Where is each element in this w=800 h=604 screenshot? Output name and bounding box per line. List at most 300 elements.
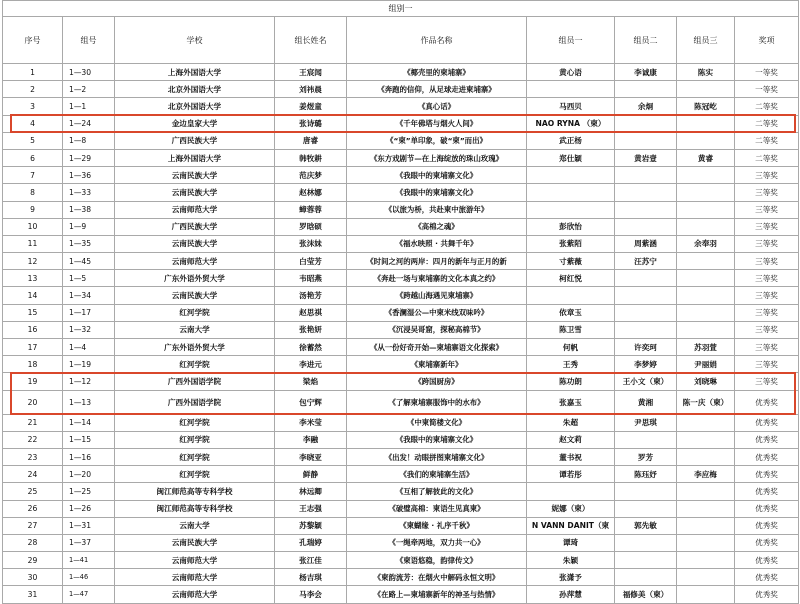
- work-title: 《奔赴一场与柬埔寨的文化本真之约》: [347, 270, 527, 287]
- row-number: 20: [3, 390, 63, 414]
- table-row: [3, 339, 799, 356]
- award-level: 二等奖: [735, 132, 799, 149]
- member-three: [677, 132, 735, 149]
- member-one: 彭欣怡: [527, 218, 615, 235]
- row-number: 3: [3, 98, 63, 115]
- member-two: 周紫涵: [615, 235, 677, 252]
- row-number: 10: [3, 218, 63, 235]
- member-three: [677, 253, 735, 270]
- group-number: 1—8: [63, 132, 115, 149]
- table-row: [3, 517, 799, 534]
- work-title: 《我眼中的柬埔寨文化》: [347, 431, 527, 448]
- member-one: 董书祝: [527, 448, 615, 465]
- work-title: 《了解柬埔寨服饰中的水布》: [347, 390, 527, 414]
- column-header: 组长姓名: [275, 17, 347, 64]
- group-number: 1—14: [63, 414, 115, 431]
- group-number: 1—1: [63, 98, 115, 115]
- group-number: 1—30: [63, 64, 115, 81]
- school-name: 上海外国语大学: [115, 64, 275, 81]
- leader-name: 赵林娜: [275, 184, 347, 201]
- row-number: 11: [3, 235, 63, 252]
- group-number: 1—32: [63, 321, 115, 338]
- member-one: [527, 184, 615, 201]
- table-row: [3, 534, 799, 551]
- award-level: 优秀奖: [735, 431, 799, 448]
- leader-name: 李晓亚: [275, 448, 347, 465]
- group-number: 1—16: [63, 448, 115, 465]
- member-two: [615, 167, 677, 184]
- leader-name: 孔瑞婷: [275, 534, 347, 551]
- leader-name: 张诗璐: [275, 115, 347, 132]
- school-name: 云南大学: [115, 321, 275, 338]
- work-title: 《东方戏剧节—在上海绽放的珠山玫瑰》: [347, 149, 527, 166]
- award-level: 优秀奖: [735, 534, 799, 551]
- leader-name: 马李会: [275, 586, 347, 603]
- row-number: 15: [3, 304, 63, 321]
- member-three: 刘晓琳: [677, 373, 735, 390]
- table-row: [3, 390, 799, 414]
- row-number: 5: [3, 132, 63, 149]
- award-level: 二等奖: [735, 149, 799, 166]
- school-name: 红河学院: [115, 466, 275, 483]
- school-name: 红河学院: [115, 414, 275, 431]
- member-two: 罗芳: [615, 448, 677, 465]
- award-level: 二等奖: [735, 115, 799, 132]
- school-name: 红河学院: [115, 304, 275, 321]
- group-number: 1—2: [63, 81, 115, 98]
- school-name: 广东外语外贸大学: [115, 339, 275, 356]
- member-one: 陈卫雪: [527, 321, 615, 338]
- award-level: 优秀奖: [735, 552, 799, 569]
- work-title: 《出发！动眼拼图柬埔寨文化》: [347, 448, 527, 465]
- award-level: 三等奖: [735, 201, 799, 218]
- member-three: [677, 534, 735, 551]
- member-three: 陈冠屹: [677, 98, 735, 115]
- member-one: 马西贝: [527, 98, 615, 115]
- work-title: 《高棉之魂》: [347, 218, 527, 235]
- leader-name: 王志强: [275, 500, 347, 517]
- group-number: 1—37: [63, 534, 115, 551]
- group-number: 1—19: [63, 356, 115, 373]
- column-header: 组员三: [677, 17, 735, 64]
- group-number: 1—47: [63, 586, 115, 603]
- row-number: 21: [3, 414, 63, 431]
- table-row: [3, 253, 799, 270]
- row-number: 22: [3, 431, 63, 448]
- table-row: [3, 81, 799, 98]
- member-three: [677, 81, 735, 98]
- row-number: 16: [3, 321, 63, 338]
- column-header: 组员二: [615, 17, 677, 64]
- member-two: 黄湘: [615, 390, 677, 414]
- leader-name: 张江佳: [275, 552, 347, 569]
- member-one: 何帆: [527, 339, 615, 356]
- member-two: [615, 115, 677, 132]
- member-one: [527, 287, 615, 304]
- group-number: 1—24: [63, 115, 115, 132]
- group-number: 1—25: [63, 483, 115, 500]
- award-level: 优秀奖: [735, 500, 799, 517]
- group-title: 组别一: [3, 1, 799, 17]
- table-row: [3, 270, 799, 287]
- member-two: 福修美（柬）: [615, 586, 677, 603]
- school-name: 闽江师范高等专科学校: [115, 483, 275, 500]
- row-number: 14: [3, 287, 63, 304]
- award-level: 三等奖: [735, 339, 799, 356]
- member-three: [677, 167, 735, 184]
- work-title: 《跨越山海遇见柬埔寨》: [347, 287, 527, 304]
- leader-name: 包宁辉: [275, 390, 347, 414]
- group-number: 1—12: [63, 373, 115, 390]
- member-two: 陈珏妤: [615, 466, 677, 483]
- leader-name: 林远卿: [275, 483, 347, 500]
- school-name: 上海外国语大学: [115, 149, 275, 166]
- row-number: 19: [3, 373, 63, 390]
- award-level: 一等奖: [735, 81, 799, 98]
- award-level: 优秀奖: [735, 414, 799, 431]
- group-number: 1—5: [63, 270, 115, 287]
- member-three: [677, 431, 735, 448]
- award-level: 优秀奖: [735, 569, 799, 586]
- member-one: NAO RYNA （柬）: [527, 115, 615, 132]
- member-two: 余炯: [615, 98, 677, 115]
- school-name: 云南师范大学: [115, 569, 275, 586]
- table-row: [3, 304, 799, 321]
- table-row: [3, 167, 799, 184]
- member-two: [615, 184, 677, 201]
- table-row: [3, 356, 799, 373]
- award-level: 三等奖: [735, 235, 799, 252]
- row-number: 28: [3, 534, 63, 551]
- column-header: 组号: [63, 17, 115, 64]
- member-three: 苏羽萱: [677, 339, 735, 356]
- member-three: [677, 115, 735, 132]
- leader-name: 唐睿: [275, 132, 347, 149]
- member-three: [677, 287, 735, 304]
- row-number: 13: [3, 270, 63, 287]
- member-one: 柯红悦: [527, 270, 615, 287]
- member-one: 依章玉: [527, 304, 615, 321]
- member-three: [677, 448, 735, 465]
- work-title: 《沉浸吴哥窟，探秘高棉节》: [347, 321, 527, 338]
- table-row: [3, 373, 799, 390]
- leader-name: 姜煜童: [275, 98, 347, 115]
- group-number: 1—33: [63, 184, 115, 201]
- member-one: [527, 81, 615, 98]
- work-title: 《跨国厨房》: [347, 373, 527, 390]
- work-title: 《我们的柬埔寨生活》: [347, 466, 527, 483]
- group-number: 1—46: [63, 569, 115, 586]
- row-number: 4: [3, 115, 63, 132]
- school-name: 北京外国语大学: [115, 98, 275, 115]
- work-title: 《我眼中的柬埔寨文化》: [347, 167, 527, 184]
- table-row: [3, 466, 799, 483]
- member-two: [615, 569, 677, 586]
- member-three: [677, 321, 735, 338]
- work-title: 《奔跑的信仰，从足球走进柬埔寨》: [347, 81, 527, 98]
- work-title: 《柬语悠稳，韵律传文》: [347, 552, 527, 569]
- school-name: 云南民族大学: [115, 287, 275, 304]
- member-three: [677, 569, 735, 586]
- award-level: 三等奖: [735, 304, 799, 321]
- row-number: 27: [3, 517, 63, 534]
- leader-name: 刘祎晨: [275, 81, 347, 98]
- leader-name: 苏黎颖: [275, 517, 347, 534]
- school-name: 云南民族大学: [115, 167, 275, 184]
- award-level: 三等奖: [735, 218, 799, 235]
- column-header: 组员一: [527, 17, 615, 64]
- school-name: 红河学院: [115, 356, 275, 373]
- award-level: 三等奖: [735, 253, 799, 270]
- leader-name: 罗晗硕: [275, 218, 347, 235]
- member-one: 武正杨: [527, 132, 615, 149]
- work-title: 《椰壳里的柬埔寨》: [347, 64, 527, 81]
- member-three: [677, 218, 735, 235]
- group-number: 1—35: [63, 235, 115, 252]
- school-name: 红河学院: [115, 448, 275, 465]
- member-two: [615, 132, 677, 149]
- award-level: 三等奖: [735, 321, 799, 338]
- award-level: 三等奖: [735, 287, 799, 304]
- leader-name: 李米莹: [275, 414, 347, 431]
- table-row: [3, 98, 799, 115]
- member-one: [527, 483, 615, 500]
- award-table: [2, 0, 799, 604]
- member-three: [677, 270, 735, 287]
- row-number: 9: [3, 201, 63, 218]
- school-name: 云南师范大学: [115, 586, 275, 603]
- member-three: 黄睿: [677, 149, 735, 166]
- school-name: 云南民族大学: [115, 534, 275, 551]
- table-row: [3, 552, 799, 569]
- leader-name: 鲜静: [275, 466, 347, 483]
- member-two: [615, 287, 677, 304]
- member-two: [615, 218, 677, 235]
- member-one: 寸紫薇: [527, 253, 615, 270]
- member-one: N VANN DANIT（柬: [527, 517, 615, 534]
- table-row: [3, 184, 799, 201]
- member-three: 余奉羽: [677, 235, 735, 252]
- table-row: [3, 201, 799, 218]
- work-title: 《互相了解彼此的文化》: [347, 483, 527, 500]
- table-row: [3, 586, 799, 603]
- member-two: 王小文（柬）: [615, 373, 677, 390]
- row-number: 18: [3, 356, 63, 373]
- member-two: [615, 431, 677, 448]
- table-row: [3, 235, 799, 252]
- member-one: [527, 167, 615, 184]
- table-row: [3, 321, 799, 338]
- work-title: 《柬蝴缘 · 礼序千秋》: [347, 517, 527, 534]
- member-two: [615, 304, 677, 321]
- work-title: 《真心话》: [347, 98, 527, 115]
- member-two: 许奕珂: [615, 339, 677, 356]
- work-title: 《从一份好奇开始—柬埔寨语文化探索》: [347, 339, 527, 356]
- group-number: 1—15: [63, 431, 115, 448]
- award-level: 优秀奖: [735, 448, 799, 465]
- member-two: [615, 534, 677, 551]
- school-name: 云南民族大学: [115, 235, 275, 252]
- row-number: 17: [3, 339, 63, 356]
- award-level: 三等奖: [735, 270, 799, 287]
- leader-name: 范庆梦: [275, 167, 347, 184]
- table-row: [3, 431, 799, 448]
- group-number: 1—31: [63, 517, 115, 534]
- work-title: 《柬埔寨新年》: [347, 356, 527, 373]
- work-title: 《“柬”单印象，破“柬”而出》: [347, 132, 527, 149]
- group-number: 1—41: [63, 552, 115, 569]
- member-two: [615, 321, 677, 338]
- school-name: 广西外国语学院: [115, 373, 275, 390]
- group-number: 1—4: [63, 339, 115, 356]
- work-title: 《以旅为桥，共赴柬中旅游年》: [347, 201, 527, 218]
- award-level: 三等奖: [735, 356, 799, 373]
- award-sheet: [2, 0, 798, 604]
- group-number: 1—17: [63, 304, 115, 321]
- school-name: 闽江师范高等专科学校: [115, 500, 275, 517]
- column-header: 序号: [3, 17, 63, 64]
- work-title: 《破璧高棉：柬语生见真柬》: [347, 500, 527, 517]
- member-three: [677, 552, 735, 569]
- table-row: [3, 218, 799, 235]
- member-three: [677, 586, 735, 603]
- leader-name: 杨吉琪: [275, 569, 347, 586]
- school-name: 北京外国语大学: [115, 81, 275, 98]
- member-two: [615, 552, 677, 569]
- member-three: [677, 483, 735, 500]
- school-name: 广东外语外贸大学: [115, 270, 275, 287]
- member-three: [677, 201, 735, 218]
- leader-name: 李进元: [275, 356, 347, 373]
- school-name: 云南师范大学: [115, 201, 275, 218]
- work-title: 《一绳牵两地，双力共一心》: [347, 534, 527, 551]
- award-level: 三等奖: [735, 373, 799, 390]
- column-header: 学校: [115, 17, 275, 64]
- award-level: 优秀奖: [735, 390, 799, 414]
- member-one: [527, 201, 615, 218]
- school-name: 云南民族大学: [115, 184, 275, 201]
- leader-name: 王宸闻: [275, 64, 347, 81]
- school-name: 云南师范大学: [115, 253, 275, 270]
- group-number: 1—29: [63, 149, 115, 166]
- leader-name: 白莹芳: [275, 253, 347, 270]
- leader-name: 张艳妍: [275, 321, 347, 338]
- leader-name: 汤艳芳: [275, 287, 347, 304]
- member-two: [615, 270, 677, 287]
- school-name: 云南师范大学: [115, 552, 275, 569]
- row-number: 30: [3, 569, 63, 586]
- member-two: [615, 500, 677, 517]
- member-one: 妮娜（柬）: [527, 500, 615, 517]
- group-number: 1—38: [63, 201, 115, 218]
- member-two: 汪苏宁: [615, 253, 677, 270]
- member-one: 朱颖: [527, 552, 615, 569]
- member-two: [615, 201, 677, 218]
- award-level: 三等奖: [735, 167, 799, 184]
- group-number: 1—45: [63, 253, 115, 270]
- member-one: 孙萍慧: [527, 586, 615, 603]
- group-number: 1—9: [63, 218, 115, 235]
- table-row: [3, 500, 799, 517]
- leader-name: 韦昭燕: [275, 270, 347, 287]
- row-number: 2: [3, 81, 63, 98]
- member-two: 尹思琪: [615, 414, 677, 431]
- work-title: 《福水映照 · 共舞千年》: [347, 235, 527, 252]
- leader-name: 梁焰: [275, 373, 347, 390]
- member-three: [677, 304, 735, 321]
- leader-name: 张沫妹: [275, 235, 347, 252]
- member-three: [677, 517, 735, 534]
- member-three: [677, 414, 735, 431]
- leader-name: 蟑蓉蓉: [275, 201, 347, 218]
- member-one: 谭若彤: [527, 466, 615, 483]
- leader-name: 赵思祺: [275, 304, 347, 321]
- table-row: [3, 483, 799, 500]
- group-number: 1—34: [63, 287, 115, 304]
- member-one: 黄心语: [527, 64, 615, 81]
- member-one: 张嘉玉: [527, 390, 615, 414]
- work-title: 《香澜湿公—中柬米线双味吟》: [347, 304, 527, 321]
- row-number: 31: [3, 586, 63, 603]
- row-number: 23: [3, 448, 63, 465]
- leader-name: 李融: [275, 431, 347, 448]
- work-title: 《千年佛塔与烟火人间》: [347, 115, 527, 132]
- table-row: [3, 414, 799, 431]
- member-two: 李梦婷: [615, 356, 677, 373]
- table-row: [3, 64, 799, 81]
- award-level: 优秀奖: [735, 517, 799, 534]
- row-number: 25: [3, 483, 63, 500]
- award-level: 优秀奖: [735, 466, 799, 483]
- row-number: 26: [3, 500, 63, 517]
- award-level: 优秀奖: [735, 483, 799, 500]
- table-row: [3, 132, 799, 149]
- member-two: [615, 81, 677, 98]
- work-title: 《柬韵流芳：在烟火中解码永恒文明》: [347, 569, 527, 586]
- group-number: 1—20: [63, 466, 115, 483]
- member-one: 张紫陌: [527, 235, 615, 252]
- table-row: [3, 569, 799, 586]
- award-level: 二等奖: [735, 98, 799, 115]
- leader-name: 韩牧耕: [275, 149, 347, 166]
- school-name: 金边皇家大学: [115, 115, 275, 132]
- member-one: 赵文莉: [527, 431, 615, 448]
- school-name: 广西外国语学院: [115, 390, 275, 414]
- member-three: 李应梅: [677, 466, 735, 483]
- member-two: 黄岩壹: [615, 149, 677, 166]
- group-number: 1—26: [63, 500, 115, 517]
- row-number: 7: [3, 167, 63, 184]
- row-number: 1: [3, 64, 63, 81]
- member-one: 张潇予: [527, 569, 615, 586]
- award-level: 优秀奖: [735, 586, 799, 603]
- column-header: 作品名称: [347, 17, 527, 64]
- member-three: 陈实: [677, 64, 735, 81]
- member-one: 王秀: [527, 356, 615, 373]
- member-one: 谭琦: [527, 534, 615, 551]
- member-three: 尹丽娟: [677, 356, 735, 373]
- table-row: [3, 287, 799, 304]
- member-three: 陈一庆（柬）: [677, 390, 735, 414]
- row-number: 8: [3, 184, 63, 201]
- school-name: 广西民族大学: [115, 218, 275, 235]
- leader-name: 徐蓄然: [275, 339, 347, 356]
- row-number: 6: [3, 149, 63, 166]
- work-title: 《中柬简楼文化》: [347, 414, 527, 431]
- school-name: 广西民族大学: [115, 132, 275, 149]
- row-number: 24: [3, 466, 63, 483]
- work-title: 《时间之河的两岸：四月的新年与正月的新: [347, 253, 527, 270]
